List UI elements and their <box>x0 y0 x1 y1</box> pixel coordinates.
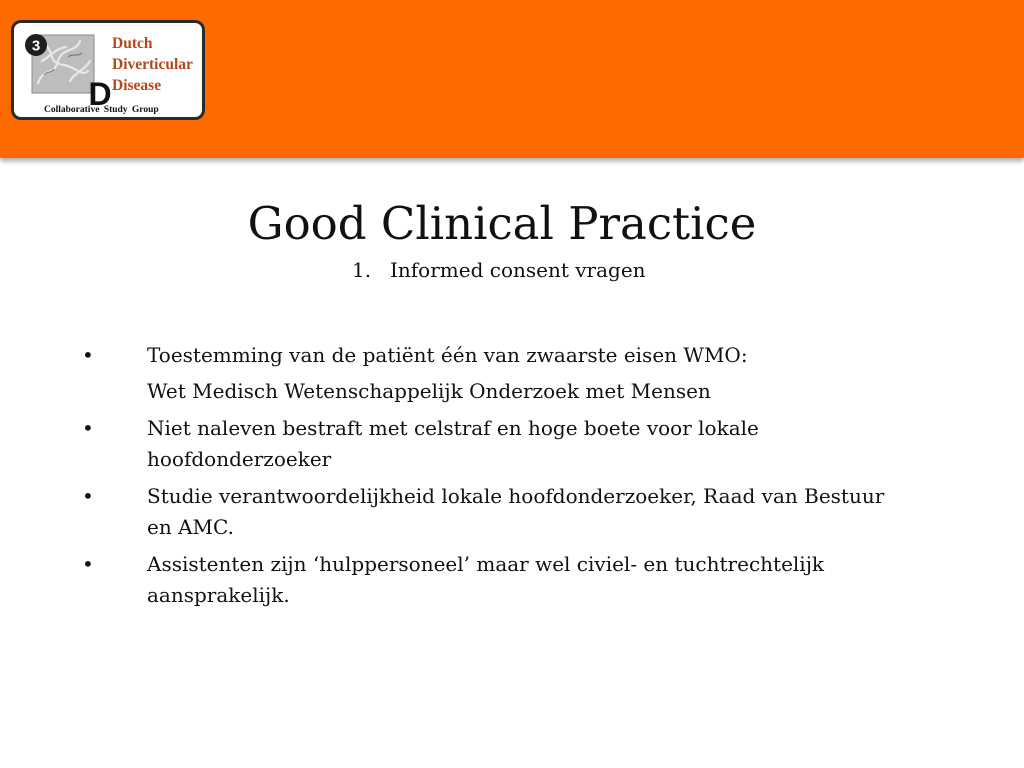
header-bar <box>0 0 1024 158</box>
logo-name-line: Disease <box>112 77 162 94</box>
logo-name <box>112 33 193 96</box>
list-item <box>82 481 902 543</box>
list-item <box>82 549 902 611</box>
logo-name-line: Diverticular <box>112 56 193 73</box>
logo-emblem-icon <box>24 31 112 112</box>
bullet-icon: • <box>82 484 94 508</box>
badge-letter: D <box>88 76 112 112</box>
bullet-text: Assistenten zijn ‘hulppersoneel’ maar wel civiel- en tuchtrechtelijk aansprakelijk. <box>147 552 825 607</box>
slide-title: Good Clinical Practice <box>247 197 757 250</box>
list-item <box>82 413 902 475</box>
bullet-text: Wet Medisch Wetenschappelijk Onderzoek met Mensen <box>147 379 711 403</box>
subtitle-text: Informed consent vragen <box>390 258 646 282</box>
badge-number: 3 <box>31 37 41 55</box>
bullet-list <box>82 340 902 617</box>
logo <box>11 20 205 120</box>
bullet-icon: • <box>82 552 94 576</box>
bullet-text: Niet naleven bestraft met celstraf en hoge boete voor lokale hoofdonderzoeker <box>147 416 759 471</box>
slide-subtitle <box>352 257 646 283</box>
bullet-icon: • <box>82 416 94 440</box>
subtitle-number: 1. <box>352 258 372 282</box>
bullet-icon: • <box>82 343 94 367</box>
bullet-text: Toestemming van de patiënt één van zwaarste eisen WMO: <box>147 343 748 367</box>
logo-tagline: Collaborative Study Group <box>44 105 159 115</box>
bullet-text: Studie verantwoordelijkheid lokale hoofdonderzoeker, Raad van Bestuur en AMC. <box>147 484 885 539</box>
logo-name-line: Dutch <box>112 35 153 52</box>
list-item <box>82 340 902 407</box>
